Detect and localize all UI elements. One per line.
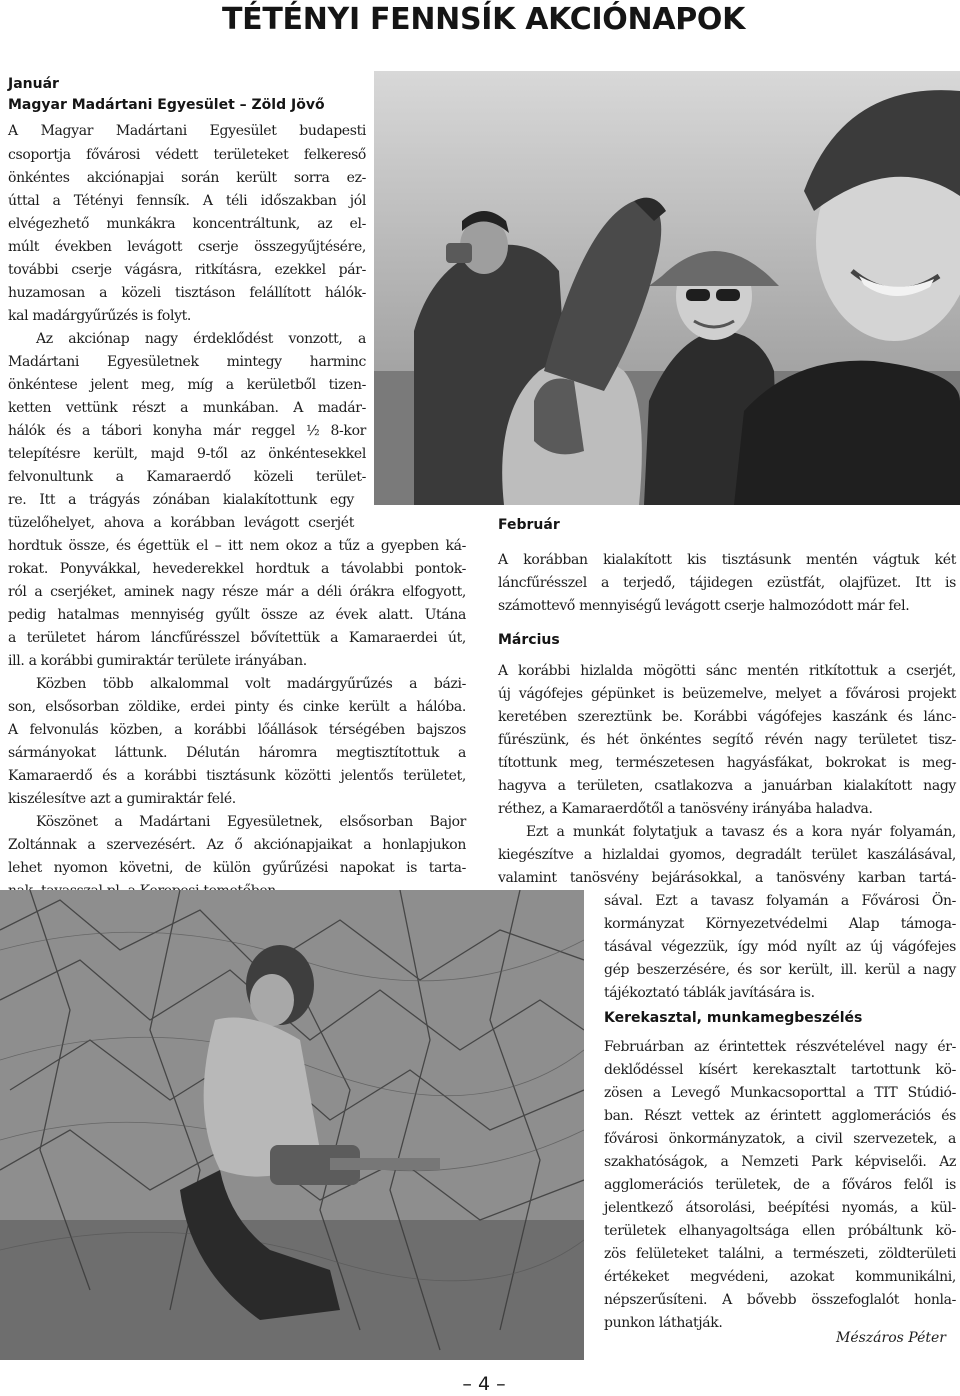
text-line: kiegészítve a hizlaldai gyomos, degradált terület kaszálásával, [498, 847, 956, 863]
page-number: – 4 – [462, 1373, 506, 1395]
text-line: zösen a Levegő Munkacsoporttal a TIT Stúdió- [604, 1085, 956, 1101]
section-heading-marcius: Március [498, 632, 560, 648]
text-line: értékeket megvédeni, azokat kommunikálni, [604, 1269, 956, 1285]
text-line: ill. a korábbi gumiraktár területe irányában. [8, 653, 307, 669]
section-heading-kerekasztal: Kerekasztal, munkamegbeszélés [604, 1010, 863, 1026]
page-title: TÉTÉNYI FENNSÍK AKCIÓNAPOK [222, 2, 746, 37]
text-line: Közben több alkalommal volt madárgyűrűzés a bázi- [36, 676, 466, 692]
text-line: ról a cserjéket, aminek nagy része már a déli órákra elfogyott, [8, 584, 466, 600]
text-line: területek elhanyagoltsága ellen próbáltunk kö- [604, 1223, 956, 1239]
text-line: sármányokat láttunk. Délután háromra megtisztítottuk a [8, 745, 466, 761]
text-line: tüzelőhelyet, ahova a korábban levágott cserjét [8, 515, 354, 531]
text-line: punkon láthatják. [604, 1315, 723, 1331]
text-line: réthez, a Kamaraerdőtől a tanösvény irányába haladva. [498, 801, 873, 817]
shrub-cutting-image [0, 890, 584, 1360]
text-line: Zoltánnak a szervezésért. Az ő akciónapjaikat a honlapjukon [8, 837, 466, 853]
text-line: népszerűsíteni. A bővebb összefoglalót honla- [604, 1292, 956, 1308]
text-line: kal madárgyűrűzés is folyt. [8, 308, 192, 324]
text-line: zös felületeket találni, a természeti, zöldterületi [604, 1246, 956, 1262]
text-line: re. Itt a trágyás zónában kialakítottunk egy [8, 492, 354, 508]
text-line: jelentkező átsorolási, beépítési nyomás, a kül- [604, 1200, 956, 1216]
text-line: önkéntes akciónapjai során került sorra ez- [8, 170, 366, 186]
text-line: hordtuk össze, és égettük el – itt nem okoz a tűz a gyepben ká- [8, 538, 466, 554]
text-line: Ezt a munkát folytatjuk a tavasz és a kora nyár folyamán, [526, 824, 956, 840]
shrub-cutting-photo [0, 890, 584, 1360]
section-subheading-januar: Magyar Madártani Egyesület – Zöld Jövő [8, 97, 325, 113]
section-heading-februar: Február [498, 517, 560, 533]
bird-ringing-image [374, 71, 960, 505]
text-line: sával. Ezt a tavasz folyamán a Fővárosi Ön- [604, 893, 956, 909]
text-line: hagyva a területen, csatlakozva a januárban kialakított nagy [498, 778, 956, 794]
text-line: felvonultunk a Kamaraerdő közeli terület- [8, 469, 366, 485]
text-line: A felvonulás közben, a korábbi lőállások térségében bajszos [8, 722, 466, 738]
text-line: kiszélesítve azt a gumiraktár felé. [8, 791, 236, 807]
text-line: Madártani Egyesületnek mintegy harminc [8, 354, 366, 370]
text-line: huzamosan a közeli tisztáson felállított hálók- [8, 285, 366, 301]
text-line: múlt években levágott cserje összegyűjtésére, [8, 239, 366, 255]
text-line: a területet három láncfűrésszel bővítettük a Kamaraerdei út, [8, 630, 466, 646]
text-line: rokat. Ponyvákkal, hevederekkel hordtuk a távolabbi pontok- [8, 561, 466, 577]
text-line: gép beszerzésére, és sor került, ill. kerül a nagy [604, 962, 956, 978]
text-line: son, elsősorban zöldike, erdei pinty és cinke került a hálóba. [8, 699, 466, 715]
text-line: új vágófejes gépünket is beüzemelve, melyet a fővárosi projekt [498, 686, 956, 702]
text-line: Köszönet a Madártani Egyesületnek, elsősorban Bajor [36, 814, 466, 830]
text-line: fővárosi önkormányzatok, a civil szervezetek, a [604, 1131, 956, 1147]
text-line: tájékoztató táblák javítására is. [604, 985, 815, 1001]
text-line: agglomerációs területek, de a főváros felől is [604, 1177, 956, 1193]
text-line: Februárban az érintettek részvételével nagy ér- [604, 1039, 956, 1055]
text-line: ban. Részt vettek az érintett agglomerációs és [604, 1108, 956, 1124]
text-line: A korábban kialakított kis tisztásunk mentén vágtuk két [498, 552, 956, 568]
text-line: deklődéssel kísért kerekasztalt tartottunk kö- [604, 1062, 956, 1078]
text-line: telepítésre került, majd 9-től az önkéntesekkel [8, 446, 366, 462]
text-line: valamint tanösvény bejárásokkal, a tanösvény karban tartá- [498, 870, 956, 886]
text-line: önkéntese jelent meg, míg a kerületből tizen- [8, 377, 366, 393]
text-line: ketten vettünk részt a munkában. A madár- [8, 400, 366, 416]
author-signature: Mészáros Péter [836, 1330, 946, 1346]
text-line: csoportja fővárosi védett területeket felkereső [8, 147, 366, 163]
text-line: Kamaraerdő és a korábbi tisztásunk közötti jelentős területet, [8, 768, 466, 784]
bird-ringing-photo [374, 71, 960, 505]
text-line: szakhatóságok, a Nemzeti Park képviselői. Az [604, 1154, 956, 1170]
text-line: tásával végezzük, így mód nyílt az új vágófejes [604, 939, 956, 955]
text-line: keretében szereztünk be. Korábbi vágófejes kaszánk és lánc- [498, 709, 956, 725]
text-line: fűrészünk, és hét önkéntes segítő révén nagy területet tisz- [498, 732, 956, 748]
text-line: pedig hatalmas mennyiség gyűlt össze az évek alatt. Utána [8, 607, 466, 623]
text-line: számottevő mennyiségű levágott cserje halmozódott már fel. [498, 598, 910, 614]
text-line: lehet nyomon követni, de külön gyűrűzési napokat is tarta- [8, 860, 466, 876]
text-line: láncfűrésszel a terjedő, tájidegen ezüstfát, olajfüzet. Itt is [498, 575, 956, 591]
text-line: Az akciónap nagy érdeklődést vonzott, a [36, 331, 366, 347]
text-line: elvégezhető munkákra koncentráltunk, az el- [8, 216, 366, 232]
text-line: hálók és a tábori konyha már reggel ½ 8-kor [8, 423, 366, 439]
section-heading-januar: Január [8, 76, 59, 92]
text-line: títottunk meg, természetesen hagyásfákat, bokrokat is meg- [498, 755, 956, 771]
text-line: kormányzat Környezetvédelmi Alap támoga- [604, 916, 956, 932]
text-line: további cserje vágásra, ritkításra, ezekkel pár- [8, 262, 366, 278]
text-line: úttal a Tétényi fennsík. A téli időszakban jól [8, 193, 366, 209]
text-line: A Magyar Madártani Egyesület budapesti [8, 123, 366, 139]
text-line: A korábbi hizlalda mögötti sánc mentén ritkítottuk a cserjét, [498, 663, 956, 679]
